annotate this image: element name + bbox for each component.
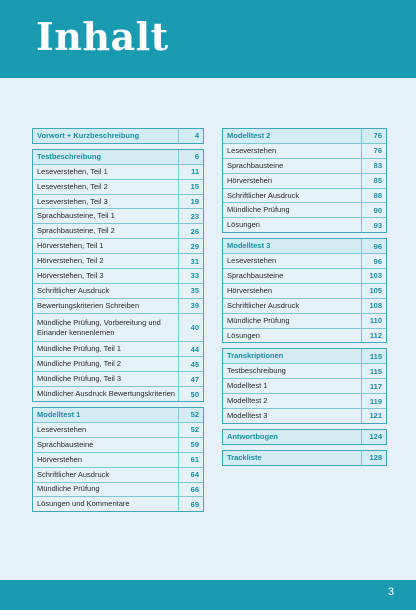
- toc-entry-page: 52: [178, 423, 203, 437]
- toc-entry-page: 23: [178, 209, 203, 223]
- toc-section: [32, 128, 204, 144]
- toc-entry-label: Modelltest 1: [227, 381, 268, 391]
- toc-entry-label: Lösungen: [227, 330, 260, 340]
- toc-entry-page: 45: [178, 357, 203, 371]
- toc-entry: [223, 188, 386, 203]
- toc-entry-page: 105: [361, 284, 386, 298]
- toc-entry-label: Sprachbausteine: [37, 439, 94, 449]
- toc-entry-page: 85: [361, 174, 386, 188]
- toc-entry-label: Leseverstehen: [227, 256, 277, 266]
- toc-entry-label: Sprachbausteine, Teil 2: [37, 226, 115, 236]
- toc-entry-label: Mündliche Prüfung, Teil 2: [37, 359, 122, 369]
- toc-entry-page: 90: [361, 203, 386, 217]
- toc-entry-label: Mündliche Prüfung: [37, 484, 100, 494]
- toc-entry-page: 15: [178, 180, 203, 194]
- toc-entry-page: 47: [178, 372, 203, 386]
- toc-entry: [33, 437, 203, 452]
- page-number: 3: [387, 586, 394, 598]
- toc-entry-page: 11: [178, 165, 203, 179]
- toc-entry-label: Mündliche Prüfung: [227, 315, 290, 325]
- toc-entry-label: Modelltest 1: [37, 409, 81, 419]
- toc-entry: [33, 313, 203, 342]
- toc-section: [222, 450, 387, 466]
- toc-entry-page: 96: [361, 254, 386, 268]
- toc-entry-page: 124: [361, 430, 386, 444]
- toc-entry-label: Transkriptionen: [227, 351, 284, 361]
- toc-entry-label: Hörverstehen, Teil 1: [37, 241, 104, 251]
- toc-entry: [223, 313, 386, 328]
- toc-entry-label: Trackliste: [227, 452, 262, 462]
- toc-entry-label: Schriftlicher Ausdruck: [37, 469, 110, 479]
- toc-entry-page: 29: [178, 239, 203, 253]
- toc-entry: [223, 393, 386, 408]
- toc-entry-label: Hörverstehen, Teil 3: [37, 270, 104, 280]
- toc-entry-page: 40: [178, 314, 203, 342]
- toc-entry: [223, 217, 386, 232]
- toc-entry-page: 61: [178, 453, 203, 467]
- toc-entry-label: Schriftlicher Ausdruck: [227, 300, 300, 310]
- toc-entry-page: 119: [361, 394, 386, 408]
- toc-section-heading: [33, 129, 203, 143]
- toc-section: [222, 128, 387, 233]
- toc-entry-page: 52: [178, 408, 203, 422]
- toc-right-column: [222, 128, 387, 471]
- toc-entry-label: Schriftlicher Ausdruck: [227, 190, 300, 200]
- toc-entry-label: Schriftlicher Ausdruck: [37, 285, 110, 295]
- toc-left-column: [32, 128, 204, 517]
- toc-entry: [33, 467, 203, 482]
- toc-section: [222, 238, 387, 343]
- toc-entry: [33, 298, 203, 313]
- toc-entry-label: Hörverstehen, Teil 2: [37, 256, 104, 266]
- footer-band: [0, 580, 416, 610]
- toc-entry-page: 83: [361, 159, 386, 173]
- toc-entry-page: 115: [361, 349, 386, 363]
- toc-entry: [33, 194, 203, 209]
- toc-entry-label: Sprachbausteine: [227, 270, 284, 280]
- toc-entry-page: 50: [178, 387, 203, 401]
- toc-entry: [33, 164, 203, 179]
- toc-entry-page: 39: [178, 299, 203, 313]
- toc-entry-page: 33: [178, 269, 203, 283]
- toc-entry: [33, 371, 203, 386]
- toc-entry-label: Sprachbausteine: [227, 160, 284, 170]
- toc-entry-label: Leseverstehen: [37, 424, 87, 434]
- toc-entry-label: Leseverstehen, Teil 3: [37, 196, 108, 206]
- toc-entry-page: 112: [361, 329, 386, 343]
- toc-entry-page: 93: [361, 218, 386, 232]
- toc-entry: [33, 341, 203, 356]
- page-title: Inhalt: [36, 14, 169, 59]
- toc-entry: [33, 179, 203, 194]
- toc-section: [32, 149, 204, 402]
- toc-entry-label: Hörverstehen: [227, 285, 273, 295]
- toc-entry-page: 69: [178, 497, 203, 511]
- toc-entry: [33, 253, 203, 268]
- toc-entry-label: Modelltest 3: [227, 410, 268, 420]
- toc-entry-page: 76: [361, 144, 386, 158]
- toc-entry-label: Mündliche Prüfung, Vorbereitung und Einander kennenlernen: [37, 317, 161, 337]
- toc-entry: [33, 482, 203, 497]
- toc-entry: [33, 452, 203, 467]
- toc-section: [32, 407, 204, 512]
- toc-entry-label: Leseverstehen: [227, 145, 277, 155]
- toc-entry-page: 88: [361, 189, 386, 203]
- toc-section-heading: [223, 430, 386, 444]
- toc-section-heading: [223, 239, 386, 253]
- toc-entry-label: Mündliche Prüfung, Teil 1: [37, 344, 122, 354]
- toc-section: [222, 429, 387, 445]
- toc-entry-label: Lösungen und Kommentare: [37, 499, 130, 509]
- toc-section-heading: [33, 150, 203, 164]
- toc-entry: [223, 283, 386, 298]
- toc-entry-page: 96: [361, 239, 386, 253]
- toc-entry: [33, 223, 203, 238]
- toc-entry: [223, 363, 386, 378]
- toc-entry: [223, 202, 386, 217]
- toc-entry-page: 110: [361, 314, 386, 328]
- toc-entry-label: Hörverstehen: [37, 454, 83, 464]
- toc-entry: [33, 496, 203, 511]
- toc-section: [222, 348, 387, 423]
- toc-entry-label: Testbeschreibung: [37, 151, 102, 161]
- toc-entry-label: Vorwort + Kurzbeschreibung: [37, 130, 140, 140]
- toc-entry-label: Sprachbausteine, Teil 1: [37, 211, 115, 221]
- toc-entry: [223, 298, 386, 313]
- toc-entry-label: Modelltest 2: [227, 130, 271, 140]
- toc-entry: [33, 283, 203, 298]
- toc-entry-label: Mündlicher Ausdruck Bewertungskriterien: [37, 389, 175, 399]
- toc-entry-label: Leseverstehen, Teil 1: [37, 166, 108, 176]
- toc-entry: [33, 268, 203, 283]
- toc-entry: [223, 268, 386, 283]
- toc-entry-page: 64: [178, 468, 203, 482]
- toc-entry-page: 44: [178, 342, 203, 356]
- toc-entry-page: 31: [178, 254, 203, 268]
- toc-entry-page: 108: [361, 299, 386, 313]
- toc-entry: [33, 422, 203, 437]
- toc-entry-page: 4: [178, 129, 203, 143]
- toc-entry: [33, 208, 203, 223]
- toc-entry-page: 6: [178, 150, 203, 164]
- toc-entry-page: 121: [361, 409, 386, 423]
- toc-entry-label: Modelltest 2: [227, 396, 268, 406]
- toc-entry-page: 35: [178, 284, 203, 298]
- toc-entry: [223, 173, 386, 188]
- toc-entry-label: Testbeschreibung: [227, 366, 286, 376]
- toc-entry-label: Mündliche Prüfung: [227, 205, 290, 215]
- toc-entry-page: 66: [178, 483, 203, 497]
- toc-entry-page: 76: [361, 129, 386, 143]
- toc-entry-label: Mündliche Prüfung, Teil 3: [37, 374, 122, 384]
- toc-section-heading: [33, 408, 203, 422]
- toc-entry-label: Hörverstehen: [227, 175, 273, 185]
- toc-section-heading: [223, 129, 386, 143]
- toc-entry: [223, 378, 386, 393]
- toc-entry: [33, 386, 203, 401]
- toc-entry: [223, 328, 386, 343]
- toc-entry-label: Lösungen: [227, 220, 260, 230]
- toc-entry-label: Bewertungskriterien Schreiben: [37, 300, 140, 310]
- toc-entry: [223, 253, 386, 268]
- toc-entry: [33, 356, 203, 371]
- toc-entry-page: 59: [178, 438, 203, 452]
- toc-entry-page: 128: [361, 451, 386, 465]
- toc-entry-page: 19: [178, 195, 203, 209]
- toc-entry: [223, 408, 386, 423]
- toc-entry-label: Modelltest 3: [227, 241, 271, 251]
- toc-entry: [223, 158, 386, 173]
- header-band: [0, 0, 416, 78]
- toc-entry-page: 117: [361, 379, 386, 393]
- toc-section-heading: [223, 451, 386, 465]
- toc-entry-page: 115: [361, 364, 386, 378]
- toc-entry-page: 103: [361, 269, 386, 283]
- toc-entry: [223, 143, 386, 158]
- toc-entry-page: 26: [178, 224, 203, 238]
- toc-entry-label: Antwortbogen: [227, 431, 278, 441]
- toc-section-heading: [223, 349, 386, 363]
- toc-entry-label: Leseverstehen, Teil 2: [37, 181, 108, 191]
- toc-entry: [33, 238, 203, 253]
